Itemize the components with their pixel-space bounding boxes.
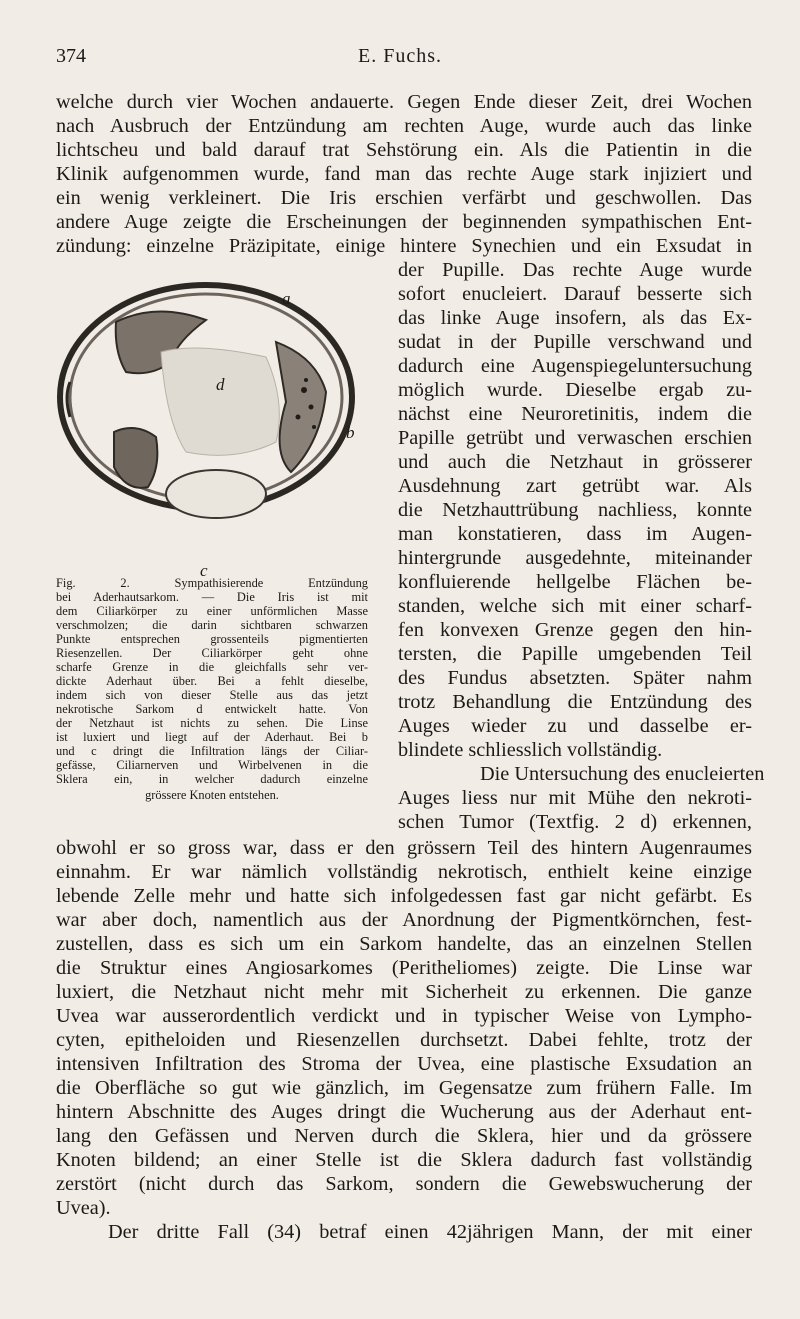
- text-line: Die Untersuchung des enucleierten: [480, 763, 765, 785]
- figure-caption-line: der Netzhaut ist nichts zu sehen. Die Linse: [56, 716, 368, 730]
- text-line: Auges liess nur mit Mühe den nekroti-: [398, 787, 752, 809]
- text-line: zündung: einzelne Präzipitate, einige hintere Synechien und ein Exsudat in: [56, 235, 752, 257]
- text-line: intensiven Infiltration des Stroma der Uvea, eine plastische Exsudation an: [56, 1053, 752, 1075]
- text-line: welche durch vier Wochen andauerte. Gegen Ende dieser Zeit, drei Wochen: [56, 91, 752, 113]
- text-line: und auch die Netzhaut in grösserer: [398, 451, 752, 473]
- page-number: 374: [56, 45, 86, 67]
- text-line: lang den Gefässen und Nerven durch die Sklera, hier und da grössere: [56, 1125, 752, 1147]
- figure-caption-line: indem sich von dieser Stelle aus das jetzt: [56, 688, 368, 702]
- text-line: zerstört (nicht durch das Sarkom, sondern die Gewebswucherung der: [56, 1173, 752, 1195]
- figure-caption-line: gefässe, Ciliarnerven und Wirbelvenen in die: [56, 758, 368, 772]
- text-line: Ausdehnung zart getrübt war. Als: [398, 475, 752, 497]
- figure-caption-line: Punkte entsprechen grossenteils pigmentierten: [56, 632, 368, 646]
- figure-caption-line: nekrotische Sarkom d entwickelt hatte. Von: [56, 702, 368, 716]
- text-line: sofort enucleiert. Darauf besserte sich: [398, 283, 752, 305]
- text-line: ein wenig verkleinert. Die Iris erschien verfärbt und geschwollen. Das: [56, 187, 752, 209]
- text-line: war aber doch, namentlich aus der Anordnung der Pigmentkörnchen, fest-: [56, 909, 752, 931]
- text-line: Knoten bildend; an einer Stelle ist die Sklera dadurch fast vollständig: [56, 1149, 752, 1171]
- text-line: konfluierende hellgelbe Flächen be-: [398, 571, 752, 593]
- figure-caption-line: ist luxiert und liegt auf der Aderhaut. Bei b: [56, 730, 368, 744]
- text-line: cyten, epitheloiden und Riesenzellen durchsetzt. Dabei fehlte, trotz der: [56, 1029, 752, 1051]
- figure-caption-line: Sklera ein, in welcher dadurch einzelne: [56, 772, 368, 786]
- figure-caption-line: bei Aderhautsarkom. — Die Iris ist mit: [56, 590, 368, 604]
- text-line: des Fundus absetzten. Später nahm: [398, 667, 752, 689]
- text-line: die Oberfläche so gut wie gänzlich, im Gegensatze zum frühern Falle. Im: [56, 1077, 752, 1099]
- running-head: E. Fuchs.: [358, 45, 442, 67]
- figure-label-a: a: [282, 289, 291, 308]
- text-line: hintern Abschnitte des Auges dringt die Wucherung aus der Aderhaut ent-: [56, 1101, 752, 1123]
- text-line: der Pupille. Das rechte Auge wurde: [398, 259, 752, 281]
- text-line: luxiert, die Netzhaut nicht mehr mit Sicherheit zu erkennen. Die ganze: [56, 981, 752, 1003]
- figure-label-d: d: [216, 375, 225, 394]
- text-line: lebende Zelle mehr und hatte sich infolgedessen fast gar nicht gefärbt. Es: [56, 885, 752, 907]
- text-line: die Netzhauttrübung nachliess, konnte: [398, 499, 752, 521]
- text-line: obwohl er so gross war, dass er den grössern Teil des hintern Augenraumes: [56, 837, 752, 859]
- text-line: Papille getrübt und verwaschen erschien: [398, 427, 752, 449]
- necrotic-tumor: [161, 348, 279, 455]
- text-line: fen konvexen Grenze gegen den hin-: [398, 619, 752, 641]
- text-line: Auges wieder zu und dasselbe er-: [398, 715, 752, 737]
- text-line: tersten, die Papille umgebenden Teil: [398, 643, 752, 665]
- figure-caption-line: Fig. 2. Sympathisierende Entzündung: [56, 576, 368, 590]
- figure-caption-line: grössere Knoten entstehen.: [145, 788, 279, 802]
- figure-caption-line: und c dringt die Infiltration längs der Ciliar-: [56, 744, 368, 758]
- text-line: nächst eine Neuroretinitis, indem die: [398, 403, 752, 425]
- text-line: andere Auge zeigte die Erscheinungen der beginnenden sympathischen Ent-: [56, 211, 752, 233]
- text-line: blindete schliesslich vollständig.: [398, 739, 663, 761]
- text-line: man konstatieren, dass im Augen-: [398, 523, 752, 545]
- figure-label-c: c: [200, 561, 208, 580]
- eye-diagram: [56, 282, 368, 582]
- text-line: sudat in der Pupille verschwand und: [398, 331, 752, 353]
- figure-caption-line: dem Ciliarkörper zu einer unförmlichen Masse: [56, 604, 368, 618]
- text-line: möglich wurde. Dieselbe ergab zu-: [398, 379, 752, 401]
- text-line: zustellen, dass es sich um ein Sarkom handelte, das an einzelnen Stellen: [56, 933, 752, 955]
- eye-cross-section-figure: [56, 282, 368, 582]
- figure-label-b: b: [346, 423, 355, 442]
- text-line: Klinik aufgenommen wurde, fand man das rechte Auge stark injiziert und: [56, 163, 752, 185]
- text-line: trotz Behandlung die Entzündung des: [398, 691, 752, 713]
- text-line: dadurch eine Augenspiegeluntersuchung: [398, 355, 752, 377]
- text-line: einnahm. Er war nämlich vollständig nekrotisch, enthielt keine einzige: [56, 861, 752, 883]
- figure-caption-line: scharfe Grenze in die gleichfalls sehr ver-: [56, 660, 368, 674]
- figure-caption-line: dickte Aderhaut über. Bei a fehlt dieselbe,: [56, 674, 368, 688]
- text-line: standen, welche sich mit einer scharf-: [398, 595, 752, 617]
- figure-caption-line: Riesenzellen. Der Ciliarkörper geht ohne: [56, 646, 368, 660]
- text-line: Der dritte Fall (34) betraf einen 42jährigen Mann, der mit einer: [108, 1221, 752, 1243]
- text-line: die Struktur eines Angiosarkomes (Peritheliomes) zeigte. Die Linse war: [56, 957, 752, 979]
- text-line: Uvea war ausserordentlich verdickt und in typischer Weise von Lympho-: [56, 1005, 752, 1027]
- text-line: das linke Auge insofern, als das Ex-: [398, 307, 752, 329]
- text-line: Uvea).: [56, 1197, 111, 1219]
- lower-ciliary-mass: [114, 428, 157, 488]
- luxated-lens: [166, 470, 266, 518]
- text-line: lichtscheu und bald darauf trat Sehstörung ein. Als die Patientin in die: [56, 139, 752, 161]
- thickened-choroid: [276, 342, 326, 472]
- page-header: [56, 45, 744, 75]
- figure-caption-line: verschmolzen; die darin sichtbaren schwarzen: [56, 618, 368, 632]
- text-line: schen Tumor (Textfig. 2 d) erkennen,: [398, 811, 752, 833]
- text-line: nach Ausbruch der Entzündung am rechten Auge, wurde auch das linke: [56, 115, 752, 137]
- text-line: hintergrunde ausgedehnte, miteinander: [398, 547, 752, 569]
